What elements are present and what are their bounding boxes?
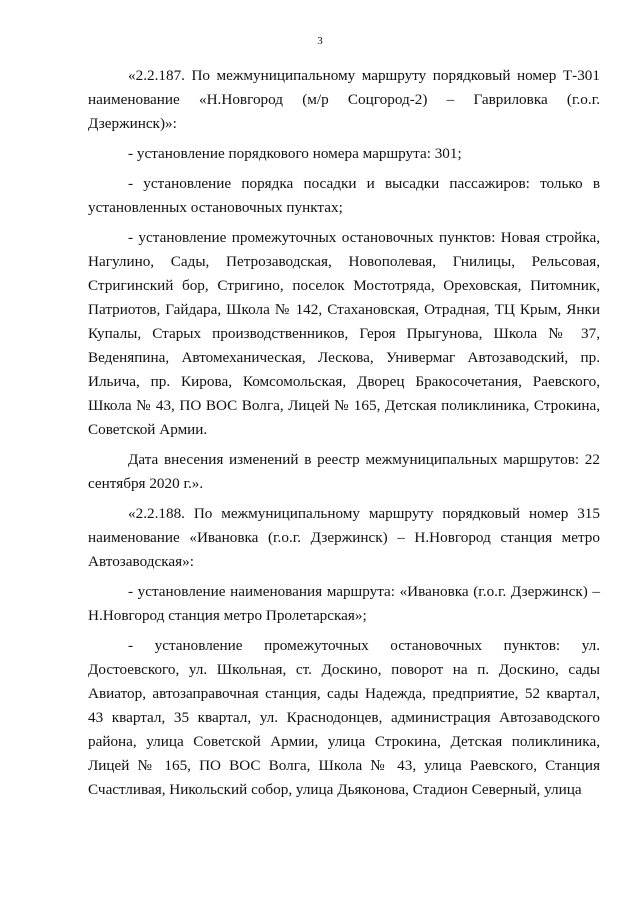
paragraph-route-188-stops: - установление промежуточных остановочных пунктов: ул. Достоевского, ул. Школьная, ст. Доскино, поворот на п. Доскино, сады Авиатор, автозаправочная станция, сады Надежда, предприятие, 52 квартал, 43 квартал, 35 квартал, ул. Краснодонцев, администрация Автозаводского района, улица Советской Армии, улица Строкина, Детская поликлиника, Лицей № 165, ПО ВОС Волга, Школа № 43, улица Раевского, Станция Счастливая, Никольский собор, улица Дьяконова, Стадион Северный, улица xyxy=(88,637,600,798)
document-body xyxy=(88,64,600,802)
paragraph-route-187-date: Дата внесения изменений в реестр межмуниципальных маршрутов: 22 сентября 2020 г.». xyxy=(88,451,600,492)
paragraph-route-187-boarding: - установление порядка посадки и высадки пассажиров: только в установленных остановочных пунктах; xyxy=(88,175,600,216)
paragraph-route-187-number: - установление порядкового номера маршрута: 301; xyxy=(128,145,462,162)
page-number: 3 xyxy=(317,35,323,47)
paragraph-route-187-stops: - установление промежуточных остановочных пунктов: Новая стройка, Нагулино, Сады, Петрозаводская, Новополевая, Гнилицы, Рельсовая, Стригинский бор, Стригино, поселок Мостотряда, Ореховская, Питомник, Патриотов, Гайдара, Школа № 142, Стахановская, Отрадная, ТЦ Крым, Янки Купалы, Старых производственников, Героя Прыгунова, Школа № 37, Веденяпина, Автомеханическая, Лескова, Универмаг Автозаводский, пр. Ильича, пр. Кирова, Комсомольская, Дворец Бракосочетания, Раевского, Школа № 43, ПО ВОС Волга, Лицей № 165, Детская поликлиника, Строкина, Советской Армии. xyxy=(88,229,600,438)
paragraph-route-188-name: - установление наименования маршрута: «Ивановка (г.о.г. Дзержинск) – Н.Новгород станция метро Пролетарская»; xyxy=(88,583,600,624)
paragraph-route-187-heading: «2.2.187. По межмуниципальному маршруту порядковый номер Т-301 наименование «Н.Новгород (м/р Соцгород-2) – Гавриловка (г.о.г. Дзержинск)»: xyxy=(88,67,600,132)
paragraph-route-188-heading: «2.2.188. По межмуниципальному маршруту порядковый номер 315 наименование «Ивановка (г.о.г. Дзержинск) – Н.Новгород станция метро Автозаводская»: xyxy=(88,505,600,570)
